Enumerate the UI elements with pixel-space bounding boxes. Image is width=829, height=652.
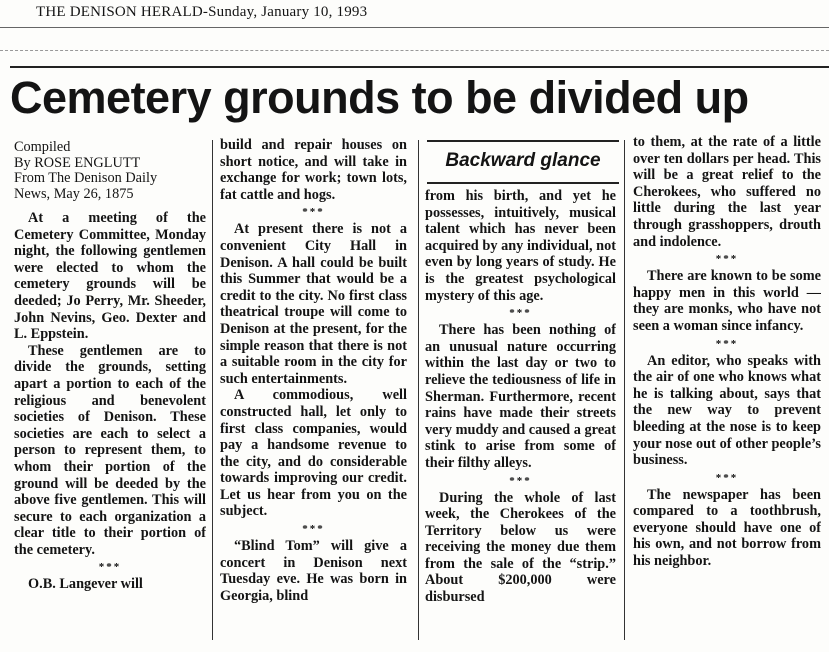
paragraph: from his birth, and yet he possesses, intuitively, musical talent which has never been acquired by any individual, not even by long years of study. He is the greatest psychological mystery of this age.	[425, 188, 616, 304]
kicker-label: Backward glance	[427, 140, 619, 184]
paragraph: “Blind Tom” will give a concert in Denison next Tuesday eve. He was born in Georgia, blind	[220, 538, 407, 604]
paragraph: There are known to be some happy men in this world — they are monks, who have not seen a woman since infancy.	[633, 268, 821, 334]
separator: ***	[509, 474, 532, 487]
separator: ***	[98, 561, 122, 574]
paragraph: build and repair houses on short notice, and will take in exchange for work; town lots, fat cattle and hogs.	[220, 137, 407, 203]
column-rule	[624, 140, 625, 640]
paragraph: At a meeting of the Cemetery Committee, Monday night, the following gentlemen were elected to whom the cemetery grounds will be deeded; Jo Perry, Mr. Sheeder, John Nevins, Geo. Dexter and L. Eppstein.	[14, 210, 206, 343]
paragraph: At present there is not a convenient City Hall in Denison. A hall could be built this Summer that would be a credit to the city. No first class theatrical troupe will come to Denison at the present, for the simple reason that there is not a suitable room in the city for such entertainments.	[220, 221, 407, 387]
column-4	[633, 134, 821, 646]
column-rule	[418, 140, 419, 640]
separator: ***	[509, 307, 532, 320]
dateline: THE DENISON HERALD-Sunday, January 10, 1993	[36, 4, 368, 20]
top-rule	[0, 27, 829, 28]
column-2	[220, 137, 407, 643]
byline-line: News, May 26, 1875	[14, 185, 134, 202]
fold-line	[0, 50, 829, 51]
byline-line: From The Denison Daily	[14, 170, 158, 186]
column-3	[425, 188, 616, 646]
paragraph: The newspaper has been compared to a toothbrush, everyone should have one of his own, and not borrow from his neighbor.	[633, 486, 821, 570]
paragraph: An editor, who speaks with the air of one who knows what he is talking about, says that the new way to prevent bleeding at the nose is to keep your nose out of other people’s business.	[633, 352, 821, 469]
headline: Cemetery grounds to be divided up	[10, 66, 829, 128]
paragraph: to them, at the rate of a little over ten dollars per head. This will be a great relief to the Cherokees, who suffered no little during the last year through grasshoppers, drouth and indolence.	[633, 134, 821, 250]
separator: ***	[302, 523, 325, 536]
separator: ***	[302, 206, 325, 219]
byline-line: By ROSE ENGLUTT	[14, 154, 141, 171]
byline	[14, 140, 206, 202]
separator: ***	[715, 471, 739, 484]
byline-line: Compiled	[14, 140, 71, 155]
paragraph: There has been nothing of an unusual nature occurring within the last day or two to relieve the tediousness of life in Sherman. Furthermore, recent rains have made their streets very muddy and caused a great stink to arise from some of their filthy alleys.	[425, 322, 616, 471]
paragraph: These gentlemen are to divide the grounds, setting apart a portion to each of the religious and benevolent societies of Denison. These societies are each to select a person to represent them, to whom their portion of the ground will be deeded by the above five gentlemen. This will secure to each organization a clear title to their portion of the cemetery.	[14, 342, 206, 558]
paragraph: During the whole of last week, the Cherokees of the Territory below us were receiving the money due them from the sale of the “strip.” About $200,000 were disbursed	[425, 489, 616, 606]
separator: ***	[715, 337, 739, 350]
paragraph: A commodious, well constructed hall, let only to first class companies, would pay a handsome revenue to the city, and do considerable towards improving our credit. Let us hear from you on the subject.	[220, 387, 407, 520]
column-rule	[212, 140, 213, 640]
column-1	[14, 140, 206, 646]
paragraph: O.B. Langever will	[28, 576, 143, 593]
separator: ***	[715, 253, 739, 266]
